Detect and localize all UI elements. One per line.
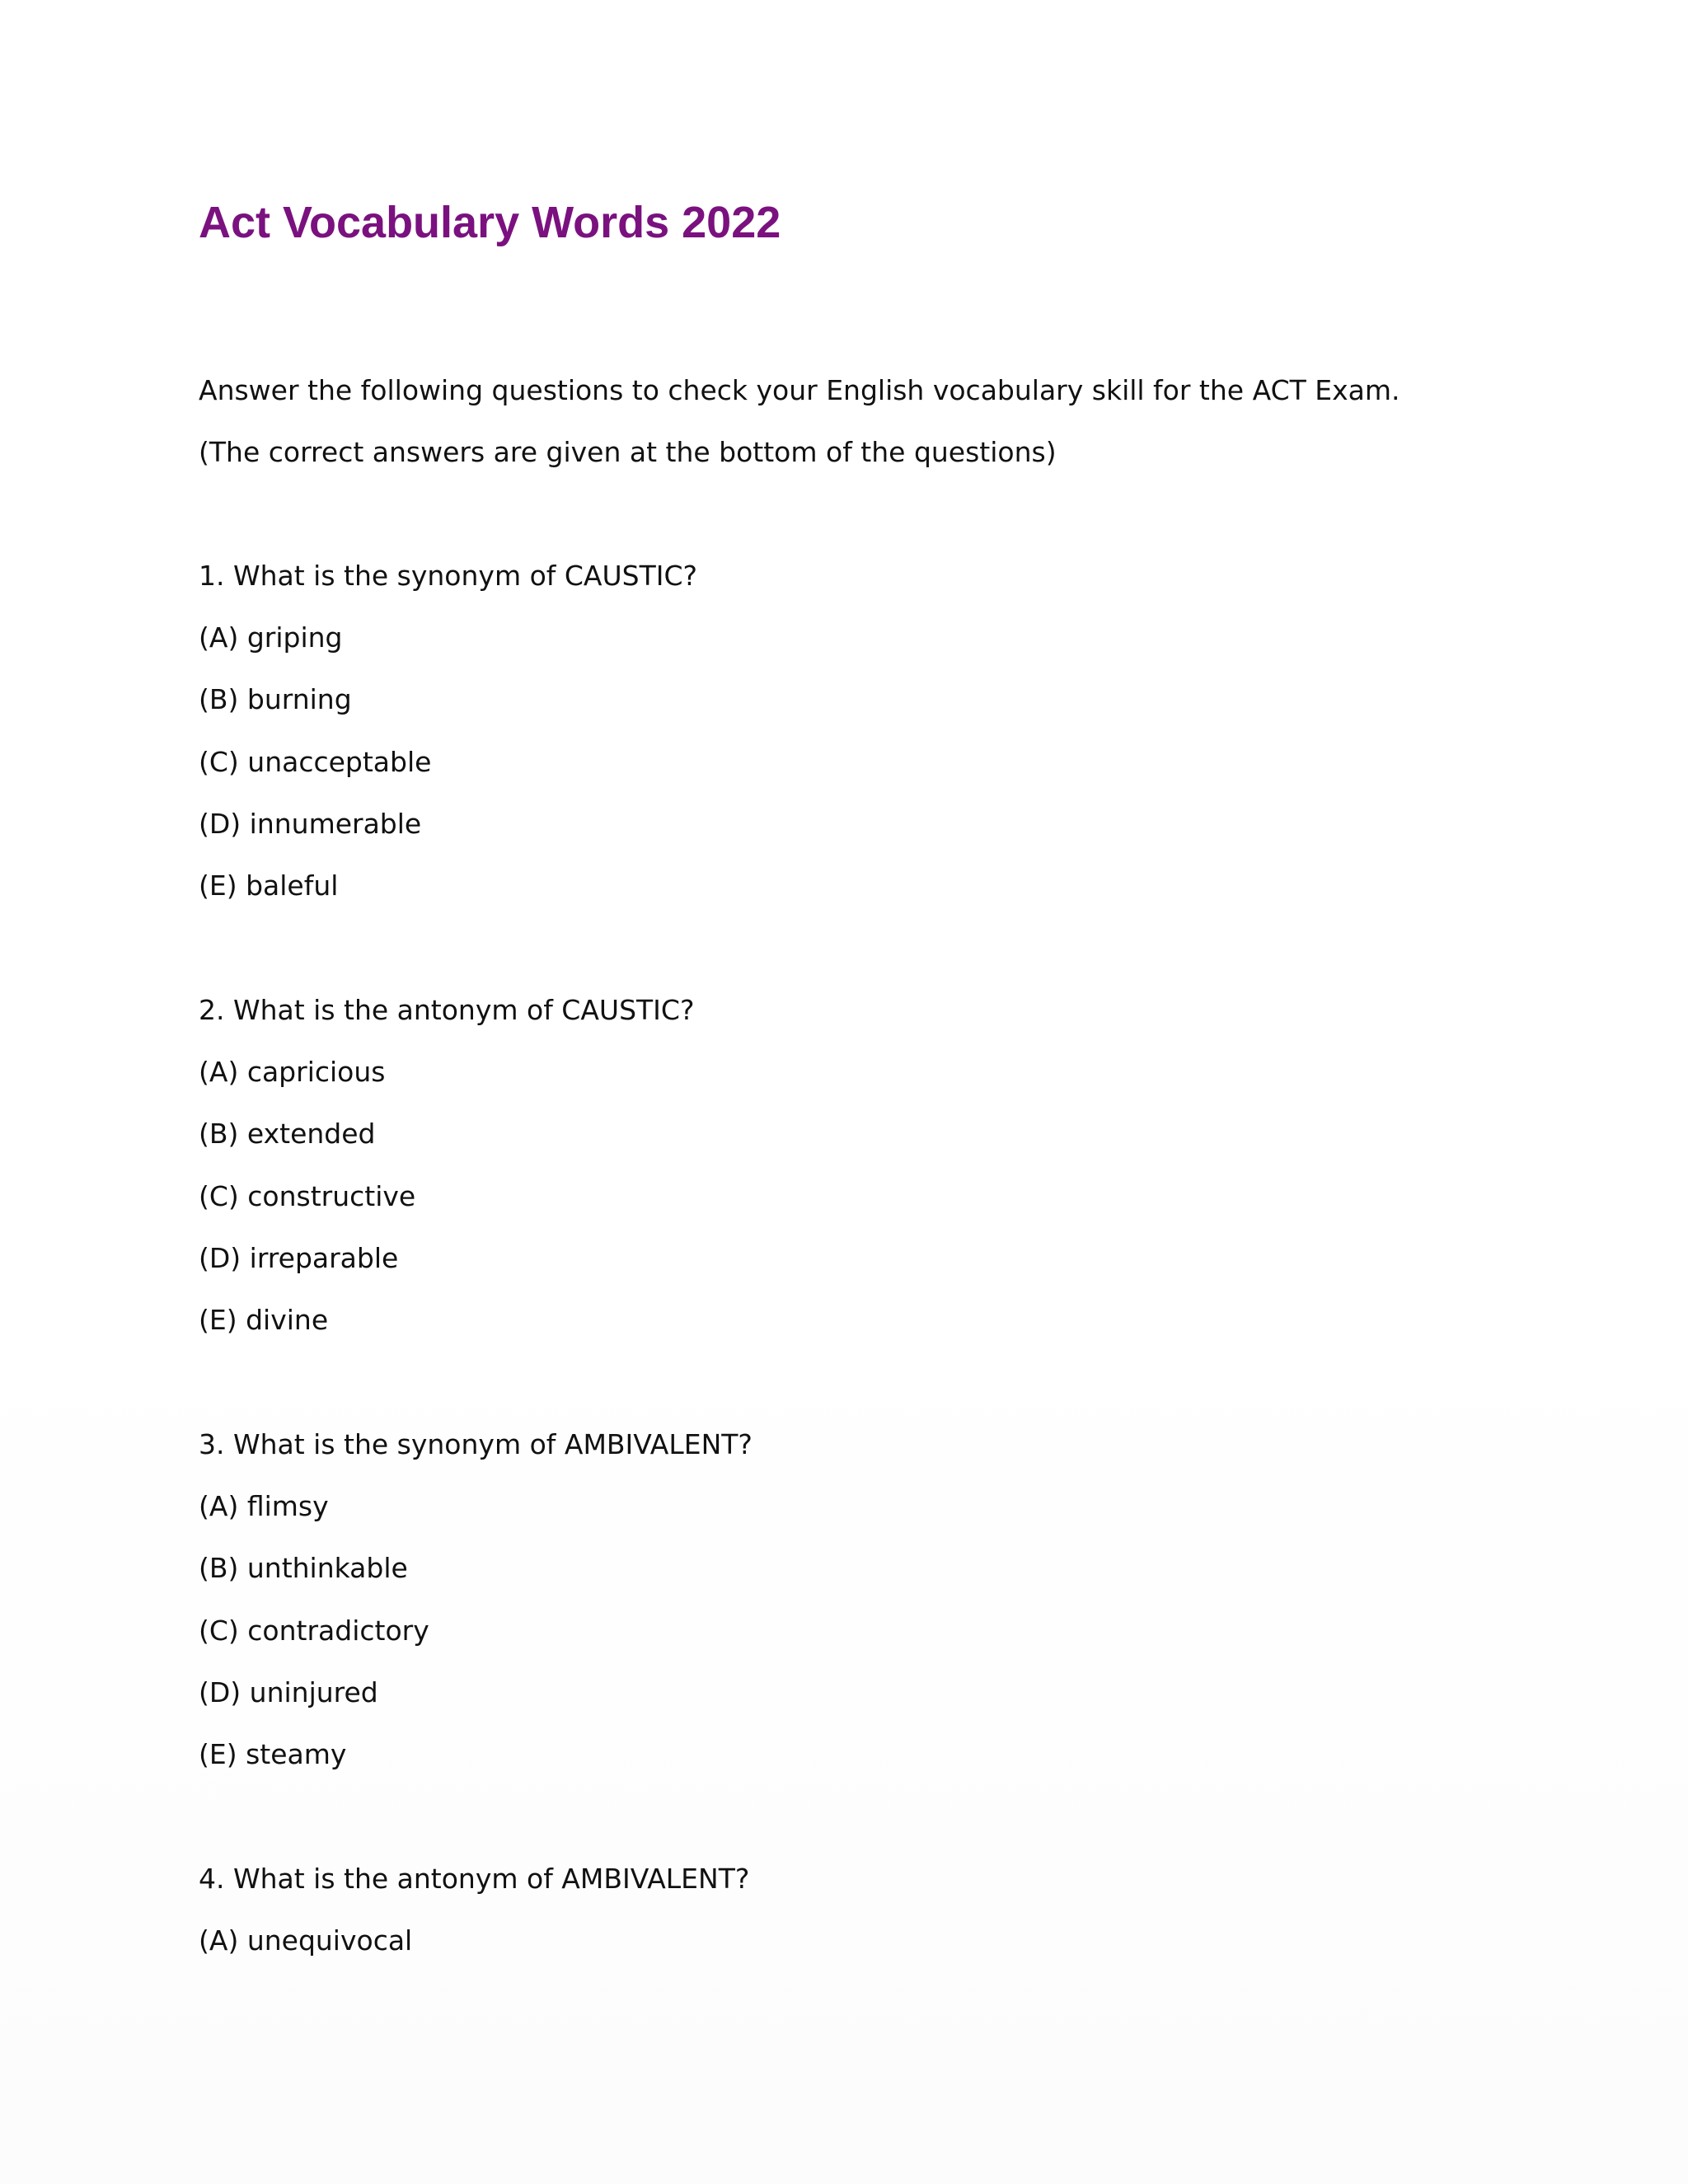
answer-option: (E) baleful (199, 869, 339, 902)
answer-option: (C) unacceptable (199, 746, 432, 778)
answer-option: (D) innumerable (199, 808, 422, 840)
question-prompt: 2. What is the antonym of CAUSTIC? (199, 994, 695, 1026)
answer-option: (A) capricious (199, 1056, 386, 1088)
answer-option: (B) burning (199, 683, 352, 715)
answer-option: (C) contradictory (199, 1615, 429, 1647)
answer-option: (B) extended (199, 1118, 376, 1150)
answer-option: (A) flimsy (199, 1490, 329, 1522)
answer-option: (D) irreparable (199, 1242, 399, 1274)
answer-option: (C) constructive (199, 1180, 416, 1212)
question-prompt: 3. What is the synonym of AMBIVALENT? (199, 1428, 753, 1460)
answer-option: (D) uninjured (199, 1676, 378, 1708)
answer-option: (E) steamy (199, 1738, 347, 1770)
question-prompt: 1. What is the synonym of CAUSTIC? (199, 560, 698, 592)
page-title: Act Vocabulary Words 2022 (199, 198, 781, 247)
answers-note: (The correct answers are given at the bottom of the questions) (199, 436, 1057, 468)
answer-option: (A) unequivocal (199, 1924, 413, 1957)
intro-text: Answer the following questions to check your English vocabulary skill for the ACT Exam. (199, 374, 1400, 406)
question-prompt: 4. What is the antonym of AMBIVALENT? (199, 1863, 750, 1895)
answer-option: (A) griping (199, 621, 343, 654)
answer-option: (B) unthinkable (199, 1552, 408, 1584)
answer-option: (E) divine (199, 1304, 329, 1336)
